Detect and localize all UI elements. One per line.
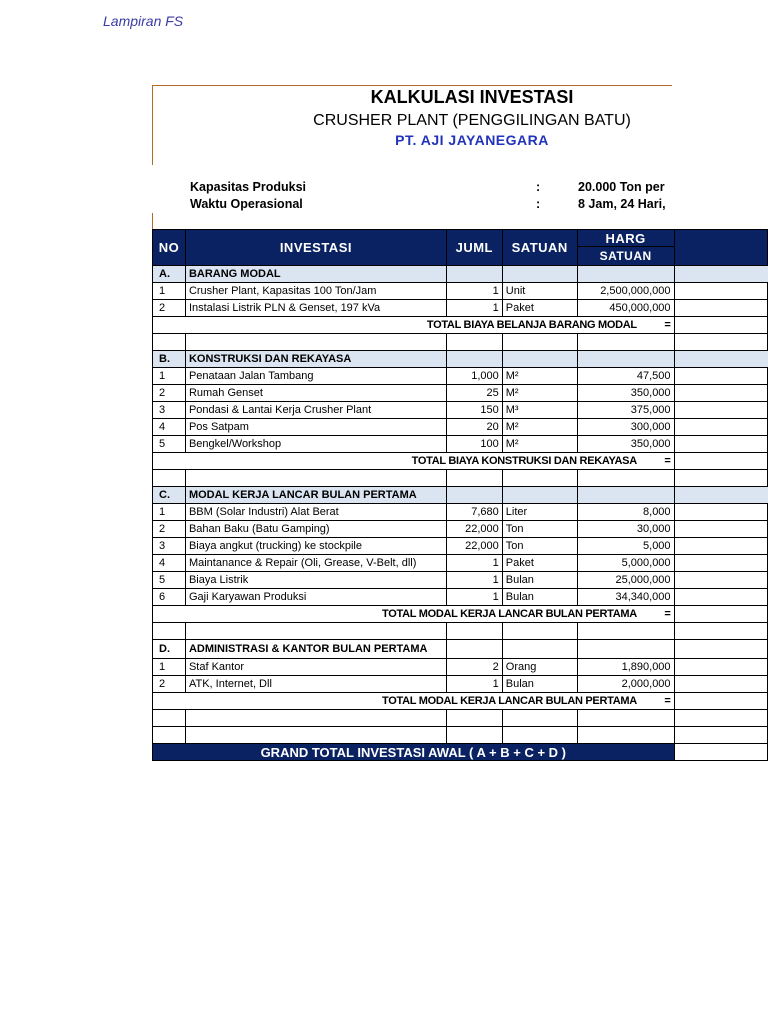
item-name: Pondasi & Lantai Kerja Crusher Plant: [185, 402, 446, 419]
total-equals: =: [664, 318, 671, 331]
item-name: Biaya angkut (trucking) ke stockpile: [185, 538, 446, 555]
header-harga-satuan: SATUAN: [577, 247, 674, 266]
item-name: Biaya Listrik: [185, 572, 446, 589]
document-subtitle: CRUSHER PLANT (PENGGILINGAN BATU): [313, 112, 631, 129]
item-name: Penataan Jalan Tambang: [185, 368, 446, 385]
info-value: 20.000 Ton per: [578, 180, 665, 194]
info-value: 8 Jam, 24 Hari,: [578, 197, 666, 211]
company-name: PT. AJI JAYANEGARA: [395, 132, 549, 148]
blank-row: [153, 710, 768, 727]
table-row: 4 Maintanance & Repair (Oli, Grease, V-Belt, dll) 1 Paket 5,000,000: [153, 555, 768, 572]
total-label: TOTAL MODAL KERJA LANCAR BULAN PERTAMA: [382, 694, 637, 707]
table-row: 6 Gaji Karyawan Produksi 1 Bulan 34,340,000: [153, 589, 768, 606]
section-row: [153, 351, 768, 368]
blank-row: [153, 334, 768, 351]
section-name: MODAL KERJA LANCAR BULAN PERTAMA: [185, 487, 446, 504]
spreadsheet-sheet: [152, 85, 768, 788]
total-equals: =: [664, 607, 671, 620]
table-row: 3 Biaya angkut (trucking) ke stockpile 22,000 Ton 5,000: [153, 538, 768, 555]
grand-total-label: GRAND TOTAL INVESTASI AWAL ( A + B + C + D ): [153, 744, 675, 761]
section-row: [153, 487, 768, 504]
item-name: Gaji Karyawan Produksi: [185, 589, 446, 606]
item-name: Pos Satpam: [185, 419, 446, 436]
table-row: 2 Bahan Baku (Batu Gamping) 22,000 Ton 30,000: [153, 521, 768, 538]
section-code: B.: [153, 351, 186, 368]
table-row: 2 Instalasi Listrik PLN & Genset, 197 kVa 1 Paket 450,000,000: [153, 300, 768, 317]
item-name: Crusher Plant, Kapasitas 100 Ton/Jam: [185, 283, 446, 300]
item-name: Staf Kantor: [185, 659, 446, 676]
table-row: 5 Biaya Listrik 1 Bulan 25,000,000: [153, 572, 768, 589]
total-row: [153, 693, 768, 710]
item-name: BBM (Solar Industri) Alat Berat: [185, 504, 446, 521]
info-separator: :: [536, 180, 541, 194]
section-code: D.: [153, 640, 186, 659]
total-row: [153, 453, 768, 470]
header-no: NO: [153, 230, 186, 266]
item-name: ATK, Internet, Dll: [185, 676, 446, 693]
table-row: 2 Rumah Genset 25 M² 350,000: [153, 385, 768, 402]
table-row: 1 Crusher Plant, Kapasitas 100 Ton/Jam 1 Unit 2,500,000,000: [153, 283, 768, 300]
header-satuan: SATUAN: [502, 230, 577, 266]
grand-total-row: [153, 744, 768, 761]
total-equals: =: [664, 454, 671, 467]
header-investasi: INVESTASI: [185, 230, 446, 266]
item-name: Instalasi Listrik PLN & Genset, 197 kVa: [185, 300, 446, 317]
total-label: TOTAL BIAYA KONSTRUKSI DAN REKAYASA: [411, 454, 637, 467]
table-row: 2 ATK, Internet, Dll 1 Bulan 2,000,000: [153, 676, 768, 693]
header-harga: HARG: [577, 230, 674, 247]
item-name: Bahan Baku (Batu Gamping): [185, 521, 446, 538]
section-name: KONSTRUKSI DAN REKAYASA: [185, 351, 446, 368]
section-row: [153, 640, 768, 659]
item-name: Rumah Genset: [185, 385, 446, 402]
info-label: Waktu Operasional: [190, 197, 303, 211]
item-name: Bengkel/Workshop: [185, 436, 446, 453]
section-code: A.: [153, 266, 186, 283]
table-row: 1 BBM (Solar Industri) Alat Berat 7,680 Liter 8,000: [153, 504, 768, 521]
total-equals: =: [664, 694, 671, 707]
header-juml: JUML: [446, 230, 502, 266]
investment-table: [152, 229, 768, 761]
blank-row: [153, 470, 768, 487]
total-row: [153, 606, 768, 623]
attachment-note: Lampiran FS: [103, 13, 184, 29]
info-label: Kapasitas Produksi: [190, 180, 307, 194]
info-separator: :: [536, 197, 541, 211]
table-row: 5 Bengkel/Workshop 100 M² 350,000: [153, 436, 768, 453]
table-row: 1 Staf Kantor 2 Orang 1,890,000: [153, 659, 768, 676]
frame-top-border: [152, 85, 672, 86]
header-harga-extension: [674, 230, 767, 266]
total-label: TOTAL MODAL KERJA LANCAR BULAN PERTAMA: [382, 607, 637, 620]
blank-row: [153, 727, 768, 744]
section-name: BARANG MODAL: [185, 266, 446, 283]
item-name: Maintanance & Repair (Oli, Grease, V-Belt, dll): [185, 555, 446, 572]
document-title: KALKULASI INVESTASI: [370, 87, 574, 107]
table-row: 4 Pos Satpam 20 M² 300,000: [153, 419, 768, 436]
table-row: 1 Penataan Jalan Tambang 1,000 M² 47,500: [153, 368, 768, 385]
section-code: C.: [153, 487, 186, 504]
info-row-capacity: [190, 180, 665, 194]
total-row: [153, 317, 768, 334]
table-row: 3 Pondasi & Lantai Kerja Crusher Plant 150 M³ 375,000: [153, 402, 768, 419]
blank-row: [153, 623, 768, 640]
info-row-operation: [190, 197, 666, 211]
section-name: ADMINISTRASI & KANTOR BULAN PERTAMA: [185, 640, 446, 659]
section-row: [153, 266, 768, 283]
total-label: TOTAL BIAYA BELANJA BARANG MODAL: [426, 318, 637, 331]
